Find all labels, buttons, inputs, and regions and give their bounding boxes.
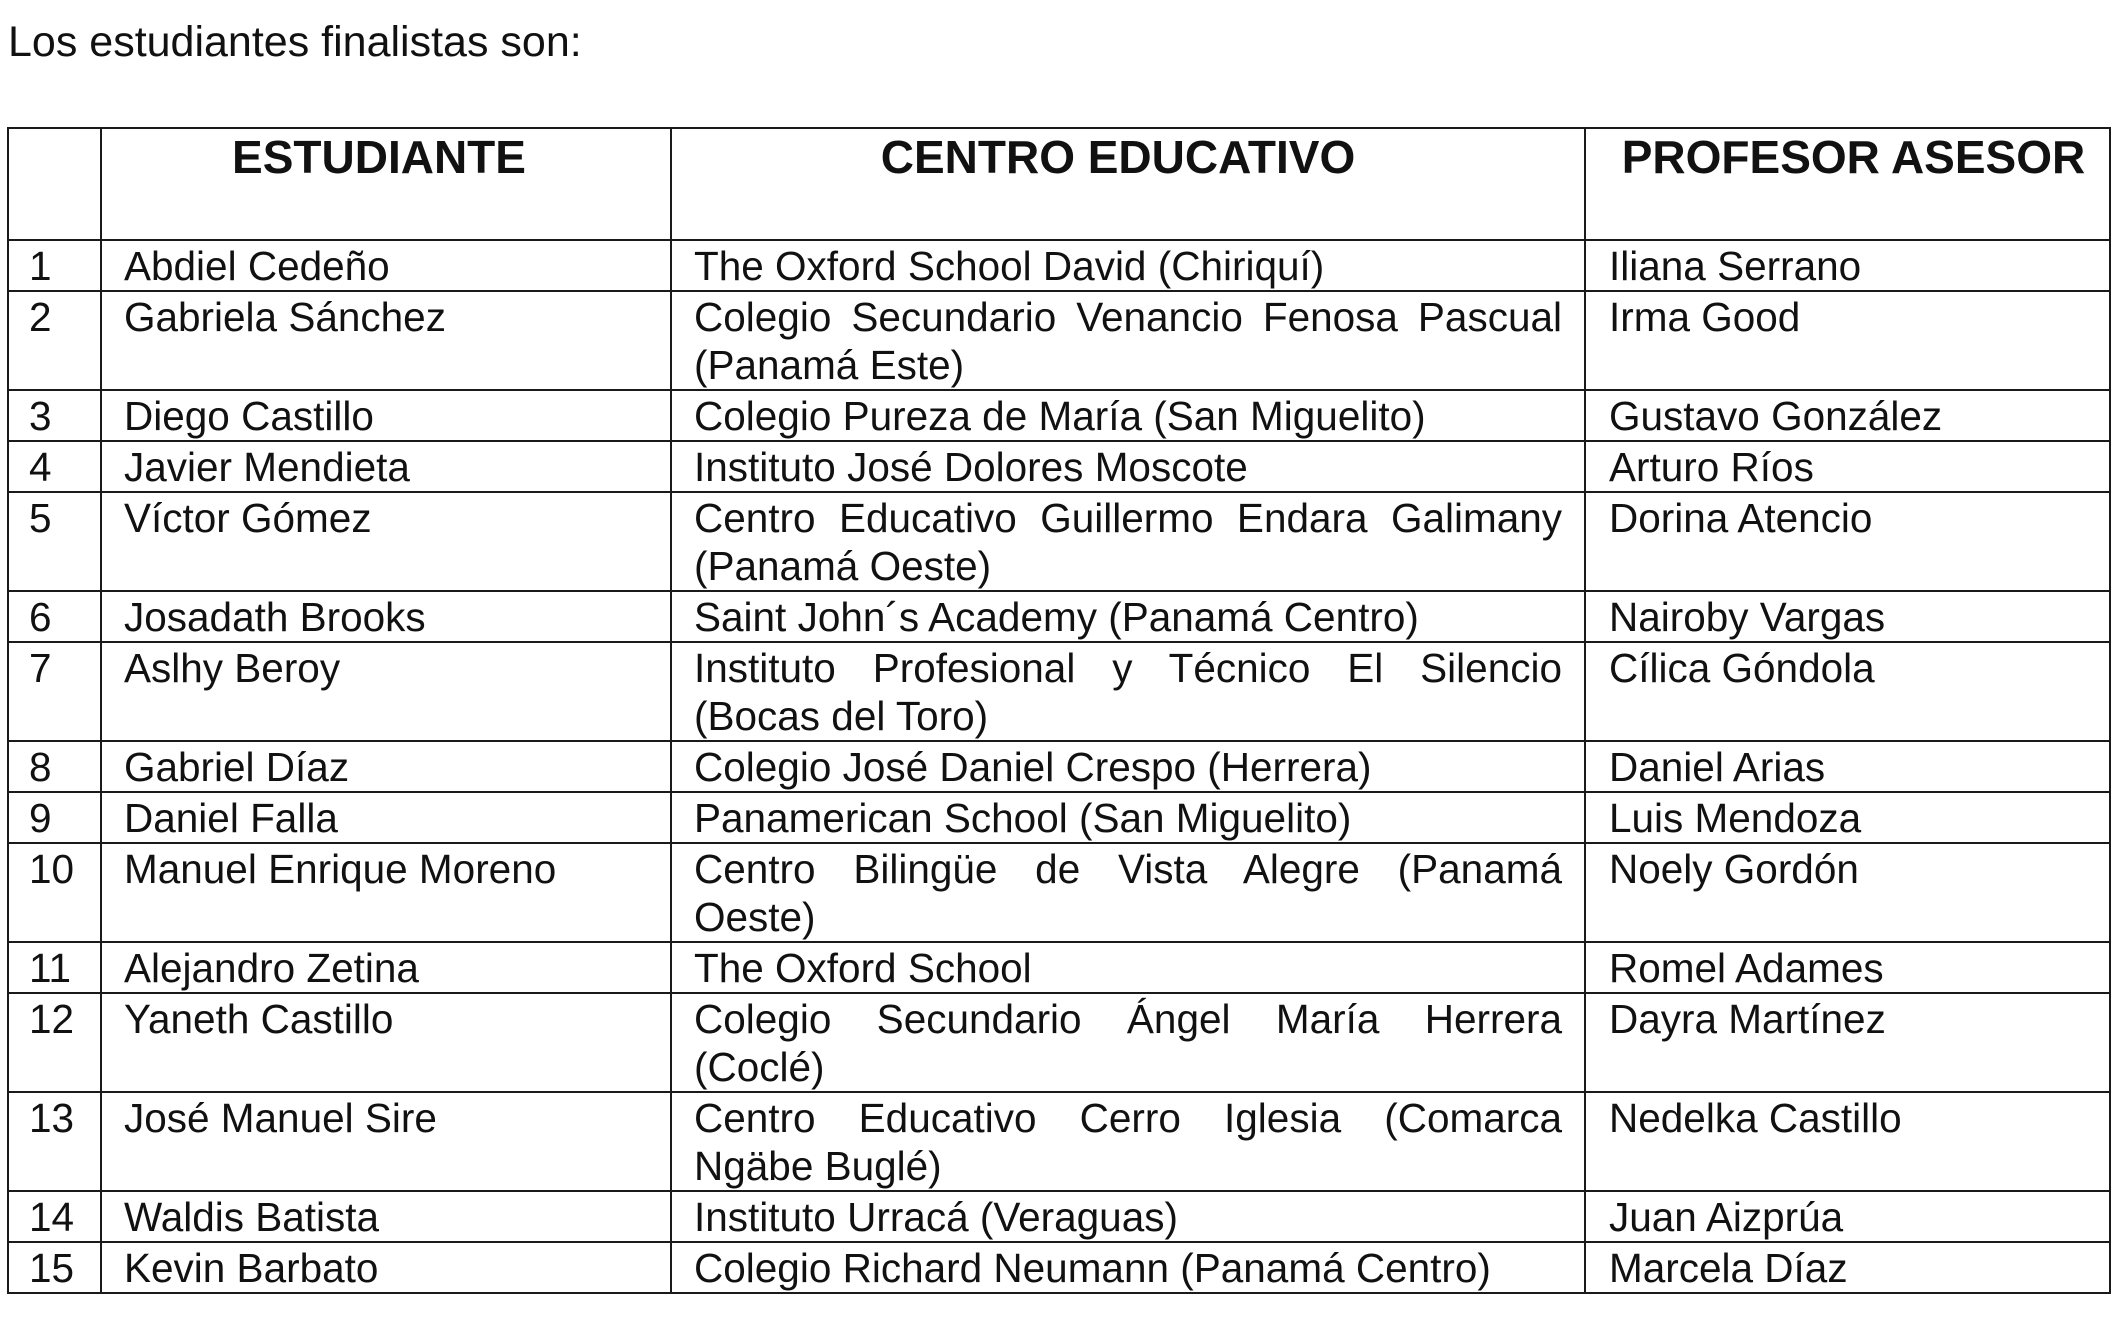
advisor-name: Romel Adames bbox=[1585, 942, 2110, 993]
school-name: Centro Educativo Cerro Iglesia (Comarca Ngäbe Buglé) bbox=[671, 1092, 1585, 1191]
table-row bbox=[8, 1092, 2110, 1191]
student-name: Waldis Batista bbox=[101, 1191, 671, 1242]
header-row bbox=[8, 128, 2110, 240]
advisor-name: Irma Good bbox=[1585, 291, 2110, 390]
student-name: Manuel Enrique Moreno bbox=[101, 843, 671, 942]
school-name: Centro Educativo Guillermo Endara Galimany (Panamá Oeste) bbox=[671, 492, 1585, 591]
advisor-name: Juan Aizprúa bbox=[1585, 1191, 2110, 1242]
row-number: 11 bbox=[8, 942, 101, 993]
school-name: The Oxford School bbox=[671, 942, 1585, 993]
row-number: 2 bbox=[8, 291, 101, 390]
row-number: 10 bbox=[8, 843, 101, 942]
advisor-name: Nairoby Vargas bbox=[1585, 591, 2110, 642]
advisor-name: Cílica Góndola bbox=[1585, 642, 2110, 741]
advisor-name: Nedelka Castillo bbox=[1585, 1092, 2110, 1191]
header-number bbox=[8, 128, 101, 240]
advisor-name: Iliana Serrano bbox=[1585, 240, 2110, 291]
advisor-name: Luis Mendoza bbox=[1585, 792, 2110, 843]
advisor-name: Dorina Atencio bbox=[1585, 492, 2110, 591]
school-name: Instituto José Dolores Moscote bbox=[671, 441, 1585, 492]
student-name: Gabriela Sánchez bbox=[101, 291, 671, 390]
row-number: 1 bbox=[8, 240, 101, 291]
student-name: Víctor Gómez bbox=[101, 492, 671, 591]
finalists-table bbox=[7, 127, 2111, 1294]
table-row bbox=[8, 993, 2110, 1092]
student-name: José Manuel Sire bbox=[101, 1092, 671, 1191]
student-name: Diego Castillo bbox=[101, 390, 671, 441]
header-advisor: PROFESOR ASESOR bbox=[1585, 128, 2110, 240]
row-number: 12 bbox=[8, 993, 101, 1092]
table-row bbox=[8, 441, 2110, 492]
table-row bbox=[8, 240, 2110, 291]
student-name: Kevin Barbato bbox=[101, 1242, 671, 1293]
table-row bbox=[8, 792, 2110, 843]
school-name: Instituto Profesional y Técnico El Silencio (Bocas del Toro) bbox=[671, 642, 1585, 741]
student-name: Abdiel Cedeño bbox=[101, 240, 671, 291]
table-row bbox=[8, 741, 2110, 792]
school-name: Colegio Secundario Venancio Fenosa Pascual (Panamá Este) bbox=[671, 291, 1585, 390]
student-name: Josadath Brooks bbox=[101, 591, 671, 642]
school-name: Colegio Richard Neumann (Panamá Centro) bbox=[671, 1242, 1585, 1293]
student-name: Daniel Falla bbox=[101, 792, 671, 843]
table-row bbox=[8, 843, 2110, 942]
header-center: CENTRO EDUCATIVO bbox=[671, 128, 1585, 240]
row-number: 14 bbox=[8, 1191, 101, 1242]
table-row bbox=[8, 492, 2110, 591]
advisor-name: Gustavo González bbox=[1585, 390, 2110, 441]
table-row bbox=[8, 942, 2110, 993]
student-name: Aslhy Beroy bbox=[101, 642, 671, 741]
table-row bbox=[8, 1191, 2110, 1242]
school-name: Instituto Urracá (Veraguas) bbox=[671, 1191, 1585, 1242]
row-number: 4 bbox=[8, 441, 101, 492]
school-name: Colegio Pureza de María (San Miguelito) bbox=[671, 390, 1585, 441]
row-number: 6 bbox=[8, 591, 101, 642]
table-row bbox=[8, 591, 2110, 642]
row-number: 15 bbox=[8, 1242, 101, 1293]
school-name: Colegio Secundario Ángel María Herrera (Coclé) bbox=[671, 993, 1585, 1092]
school-name: Saint John´s Academy (Panamá Centro) bbox=[671, 591, 1585, 642]
advisor-name: Marcela Díaz bbox=[1585, 1242, 2110, 1293]
student-name: Gabriel Díaz bbox=[101, 741, 671, 792]
row-number: 7 bbox=[8, 642, 101, 741]
table-row bbox=[8, 1242, 2110, 1293]
row-number: 13 bbox=[8, 1092, 101, 1191]
table-row bbox=[8, 642, 2110, 741]
student-name: Javier Mendieta bbox=[101, 441, 671, 492]
table-row bbox=[8, 291, 2110, 390]
row-number: 8 bbox=[8, 741, 101, 792]
advisor-name: Daniel Arias bbox=[1585, 741, 2110, 792]
row-number: 3 bbox=[8, 390, 101, 441]
table-row bbox=[8, 390, 2110, 441]
header-student: ESTUDIANTE bbox=[101, 128, 671, 240]
row-number: 9 bbox=[8, 792, 101, 843]
advisor-name: Arturo Ríos bbox=[1585, 441, 2110, 492]
student-name: Yaneth Castillo bbox=[101, 993, 671, 1092]
school-name: Centro Bilingüe de Vista Alegre (Panamá Oeste) bbox=[671, 843, 1585, 942]
advisor-name: Dayra Martínez bbox=[1585, 993, 2110, 1092]
student-name: Alejandro Zetina bbox=[101, 942, 671, 993]
row-number: 5 bbox=[8, 492, 101, 591]
school-name: The Oxford School David (Chiriquí) bbox=[671, 240, 1585, 291]
advisor-name: Noely Gordón bbox=[1585, 843, 2110, 942]
school-name: Colegio José Daniel Crespo (Herrera) bbox=[671, 741, 1585, 792]
intro-text: Los estudiantes finalistas son: bbox=[8, 18, 582, 66]
school-name: Panamerican School (San Miguelito) bbox=[671, 792, 1585, 843]
